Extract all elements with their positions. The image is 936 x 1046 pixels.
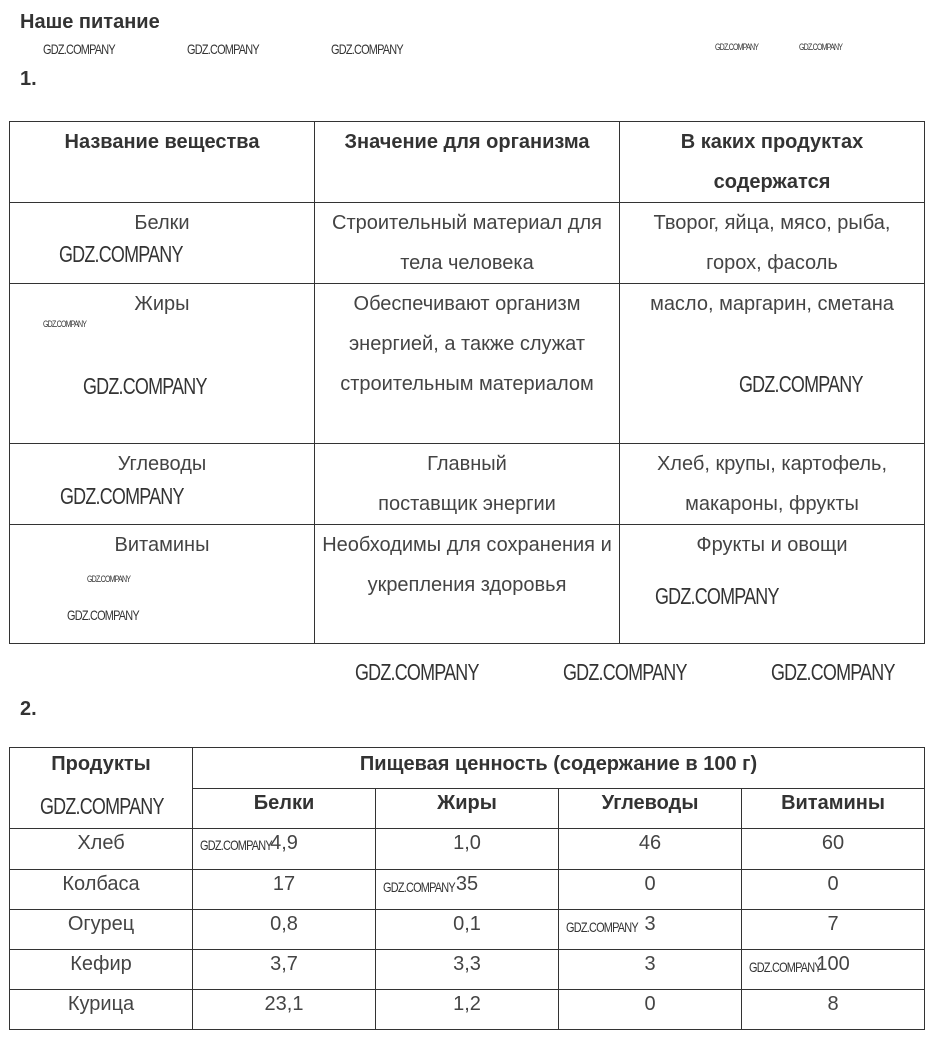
cell: Обеспечивают организм энергией, а также служат строительным материалом	[315, 284, 620, 444]
header-importance: Значение для организма	[315, 122, 620, 203]
cell: Витамины	[10, 525, 315, 644]
cell: Творог, яйца, мясо, рыба, горох, фасоль	[620, 203, 925, 284]
cell: Хлеб, крупы, картофель, макароны, фрукты	[620, 444, 925, 525]
cell: 0,1	[376, 910, 559, 950]
table-row	[10, 950, 925, 990]
cell: 60	[742, 829, 925, 870]
header-vitamins: Витамины	[742, 789, 925, 829]
watermark: GDZ.COMPANY	[187, 41, 259, 57]
watermark: GDZ.COMPANY	[83, 373, 207, 399]
watermark: GDZ.COMPANY	[355, 659, 479, 685]
watermark: GDZ.COMPANY	[67, 607, 139, 623]
product-name: Курица	[10, 990, 193, 1030]
watermark: GDZ.COMPANY	[563, 659, 687, 685]
cell: 100	[742, 950, 925, 990]
watermark: GDZ.COMPANY	[331, 41, 403, 57]
watermark: GDZ.COMPANY	[566, 919, 638, 935]
cell: Углеводы	[10, 444, 315, 525]
cell: Строительный материал для тела человека	[315, 203, 620, 284]
header-nutrition-value: Пищевая ценность (содержание в 100 г)	[193, 748, 925, 789]
cell: масло, маргарин, сметана	[620, 284, 925, 444]
task-2-number: 2.	[20, 698, 37, 720]
cell: 3,3	[376, 950, 559, 990]
table-row	[10, 444, 925, 525]
watermark: GDZ.COMPANY	[739, 371, 863, 397]
product-name: Колбаса	[10, 870, 193, 910]
cell: 0	[559, 870, 742, 910]
cell: 0	[742, 870, 925, 910]
cell: Необходимы для сохранения и укрепления здоровья	[315, 525, 620, 644]
nutrition-value-table	[9, 747, 925, 1030]
product-name: Хлеб	[10, 829, 193, 870]
watermark: GDZ.COMPANY	[87, 574, 131, 584]
table-row	[10, 525, 925, 644]
cell: 46	[559, 829, 742, 870]
header-products: В каких продуктах содержатся	[620, 122, 925, 203]
cell: 3,7	[193, 950, 376, 990]
cell: 3	[559, 910, 742, 950]
cell: Белки	[10, 203, 315, 284]
nutrients-table	[9, 121, 925, 644]
cell: 17	[193, 870, 376, 910]
watermark: GDZ.COMPANY	[749, 959, 821, 975]
table-row	[10, 829, 925, 870]
page-title: Наше питание	[20, 11, 160, 33]
watermark: GDZ.COMPANY	[383, 879, 455, 895]
header-products: Продукты	[10, 748, 193, 829]
table-row	[10, 990, 925, 1030]
table-row	[10, 284, 925, 444]
cell: 1,0	[376, 829, 559, 870]
cell: 1,2	[376, 990, 559, 1030]
task-1-number: 1.	[20, 68, 37, 90]
watermark: GDZ.COMPANY	[43, 319, 87, 329]
watermark: GDZ.COMPANY	[59, 241, 183, 267]
watermark: GDZ.COMPANY	[771, 659, 895, 685]
cell: 3	[559, 950, 742, 990]
table-row	[10, 910, 925, 950]
watermark: GDZ.COMPANY	[43, 41, 115, 57]
header-carbs: Углеводы	[559, 789, 742, 829]
cell: 35	[376, 870, 559, 910]
watermark: GDZ.COMPANY	[200, 837, 272, 853]
table-row	[10, 203, 925, 284]
cell: 23,1	[193, 990, 376, 1030]
product-name: Огурец	[10, 910, 193, 950]
cell: Жиры	[10, 284, 315, 444]
watermark: GDZ.COMPANY	[715, 42, 759, 52]
watermark: GDZ.COMPANY	[799, 42, 843, 52]
cell: 0,8	[193, 910, 376, 950]
cell: Главный поставщик энергии	[315, 444, 620, 525]
product-name: Кефир	[10, 950, 193, 990]
cell: 0	[559, 990, 742, 1030]
header-substance: Название вещества	[10, 122, 315, 203]
watermark: GDZ.COMPANY	[655, 583, 779, 609]
cell: 4,9	[193, 829, 376, 870]
header-proteins: Белки	[193, 789, 376, 829]
watermark: GDZ.COMPANY	[60, 483, 184, 509]
watermark: GDZ.COMPANY	[40, 793, 164, 819]
cell: Фрукты и овощи	[620, 525, 925, 644]
header-fats: Жиры	[376, 789, 559, 829]
cell: 8	[742, 990, 925, 1030]
table-row	[10, 870, 925, 910]
cell: 7	[742, 910, 925, 950]
